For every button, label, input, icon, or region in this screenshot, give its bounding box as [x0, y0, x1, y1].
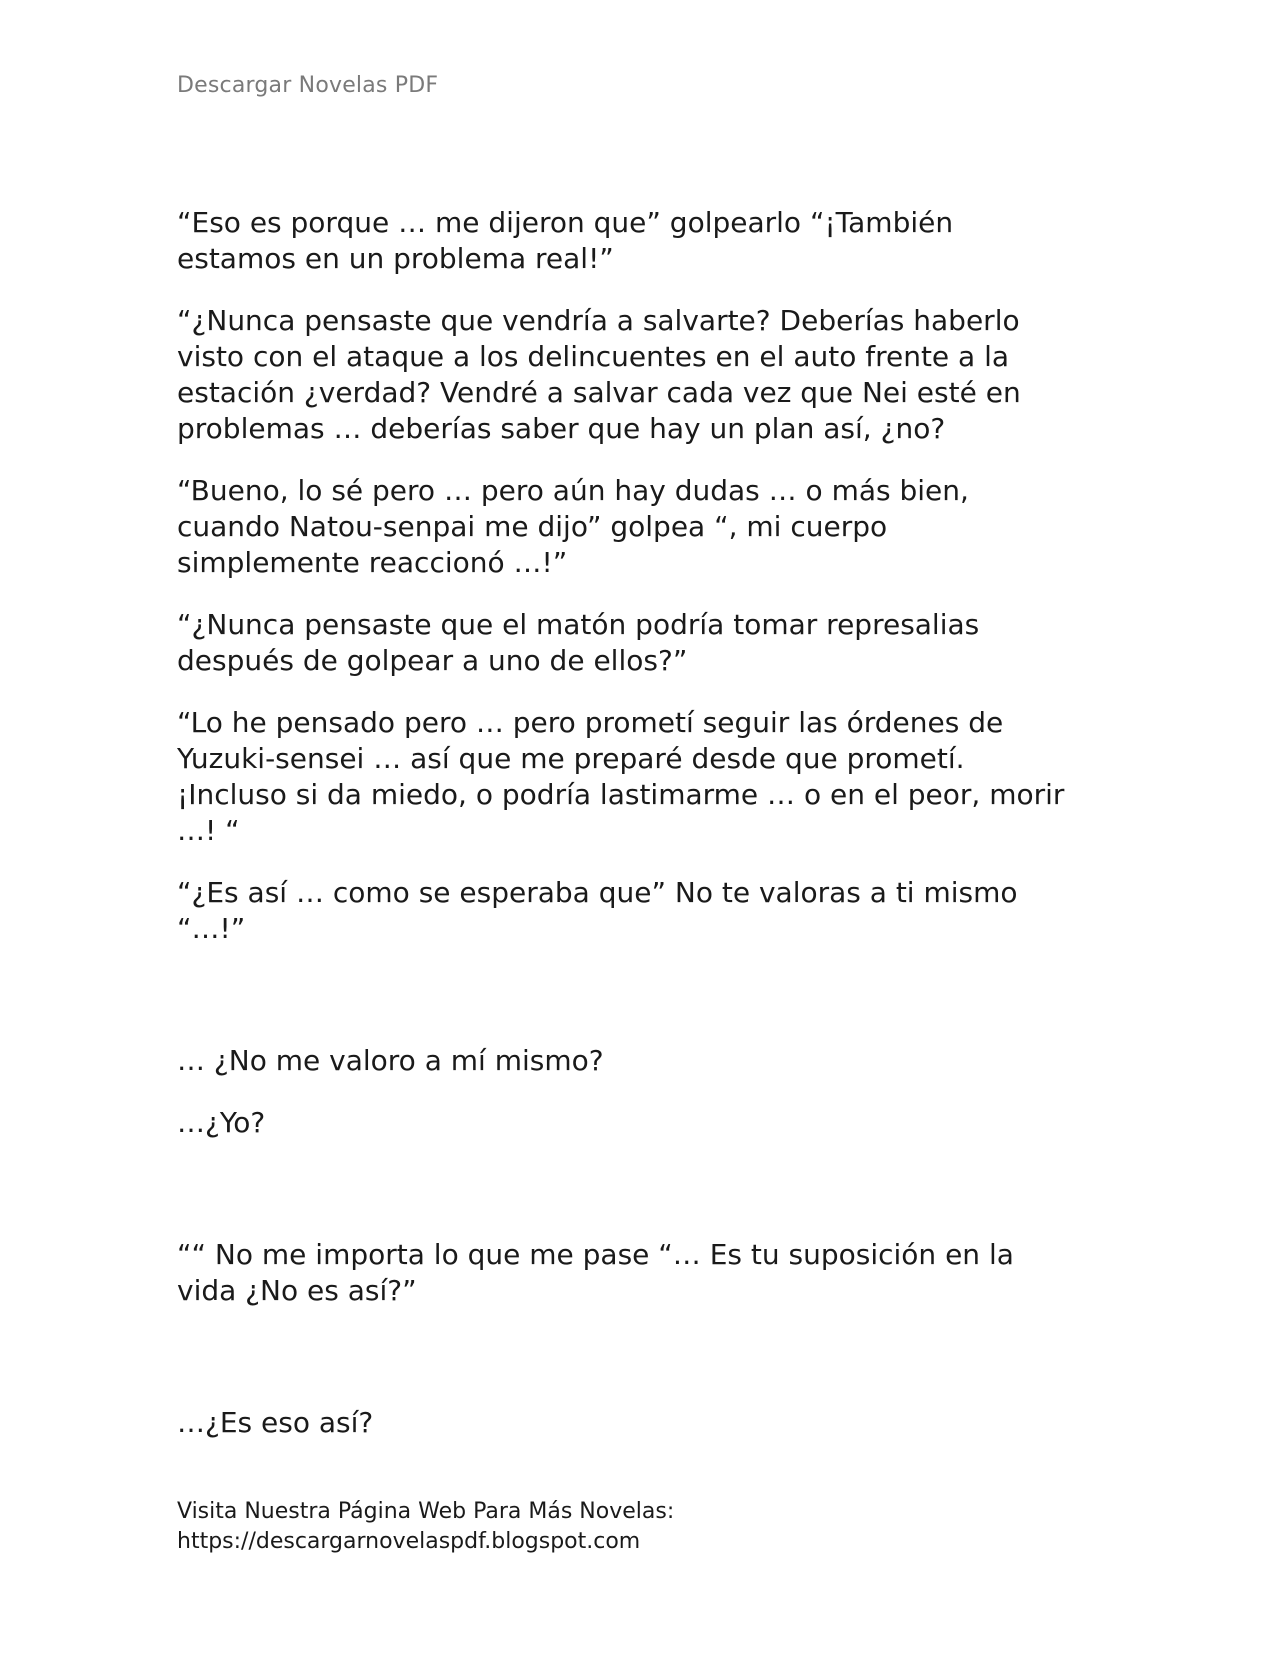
page-footer [177, 1497, 674, 1557]
page-header: Descargar Novelas PDF [177, 73, 439, 98]
paragraph-5: “Lo he pensado pero … pero prometí seguir las órdenes de Yuzuki-sensei … así que me preparé desde que prometí. ¡Incluso si da miedo, o podría lastimarme … o en el peor, morir …! “ [177, 706, 1074, 847]
paragraph-10: …¿Es eso así? [177, 1406, 374, 1439]
paragraph-9: ““ No me importa lo que me pase “… Es tu suposición en la vida ¿No es así?” [177, 1238, 1023, 1307]
paragraph-6: “¿Es así … como se esperaba que” No te valoras a ti mismo “…!” [177, 876, 1027, 945]
paragraph-8: …¿Yo? [177, 1106, 266, 1139]
paragraph-2: “¿Nunca pensaste que vendría a salvarte? Deberías haberlo visto con el ataque a los delincuentes en el auto frente a la estación ¿verdad? Vendré a salvar cada vez que Nei esté en problemas … deberías saber que hay un plan así, ¿no? [177, 304, 1030, 445]
document-body [177, 205, 1077, 1467]
footer-promo-text: Visita Nuestra Página Web Para Más Novelas: [177, 1499, 675, 1524]
paragraph-4: “¿Nunca pensaste que el matón podría tomar represalias después de golpear a uno de ellos?” [177, 608, 989, 677]
paragraph-3: “Bueno, lo sé pero … pero aún hay dudas … o más bien, cuando Natou-senpai me dijo” golpea “, mi cuerpo simplemente reaccionó …!” [177, 474, 978, 579]
paragraph-7: … ¿No me valoro a mí mismo? [177, 1044, 604, 1077]
footer-website-url: https://descargarnovelaspdf.blogspot.com [177, 1529, 641, 1554]
paragraph-1: “Eso es porque … me dijeron que” golpearlo “¡También estamos en un problema real!” [177, 206, 963, 275]
